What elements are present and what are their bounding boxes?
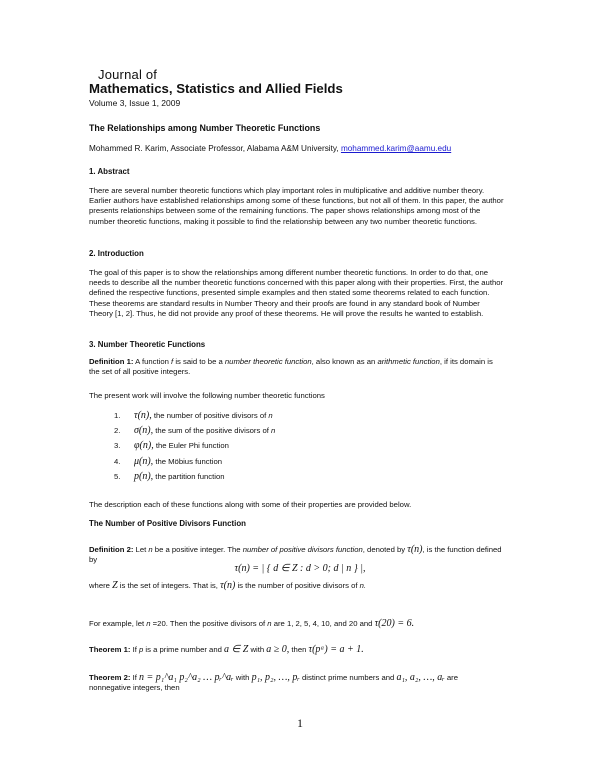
page-number: 1 bbox=[297, 716, 303, 730]
list-item: 3. φ(n), the Euler Phi function bbox=[114, 440, 229, 452]
theorem-2: Theorem 2: If n = p₁^a₁ p₂^a₂ … pᵣ^aᵣ with p₁, p₂, …, pᵣ distinct prime numbers and a₁, a₂, …, aᵣ are nonnegative integers, then bbox=[89, 672, 459, 693]
author-email-link[interactable]: mohammed.karim@aamu.edu bbox=[340, 144, 452, 153]
abstract-text: There are several number theoretic functions which play important roles in multiplicative and additive number theory. Earlier authors have established relationships among some of these functions, but not all of them. In this paper, the author presents relationships between some of the remaining functions. The paper shows relationships among most of the number theoretic functions, making it possible to find the relationship between any two number theoretic functions. bbox=[89, 186, 504, 226]
journal-volume: Volume 3, Issue 1, 2009 bbox=[89, 98, 181, 108]
introduction-heading: 2. Introduction bbox=[89, 249, 144, 258]
function-list bbox=[114, 408, 275, 484]
abstract-heading: 1. Abstract bbox=[89, 167, 130, 176]
list-item: 5. p(n), the partition function bbox=[114, 470, 225, 482]
section3-heading: 3. Number Theoretic Functions bbox=[89, 340, 206, 349]
introduction-text: The goal of this paper is to show the relationships among different number theoretic functions. In order to do that, one needs to describe all the number theoretic functions concerned with this paper along with their properties. First, the author defined the respective functions, presented simple examples and then stated some theorems related to each function. These theorems are standard results in Number Theory and their proofs are found in any standard book of Number Theory [1, 2]. Thus, he did not provide any proof of these theorems. He will prove the results he wanted to establish. bbox=[89, 268, 504, 318]
list-item: 2. σ(n), the sum of the positive divisors of n bbox=[114, 425, 276, 437]
author-text: Mohammed R. Karim, Associate Professor, Alabama A&M University, bbox=[89, 144, 341, 153]
list-item: 4. μ(n), the Möbius function bbox=[114, 455, 222, 467]
divisors-heading: The Number of Positive Divisors Function bbox=[89, 519, 246, 528]
journal-of-line: Journal of bbox=[98, 67, 158, 82]
description-text: The description each of these functions along with some of their properties are provided below. bbox=[89, 500, 412, 509]
where-text: where Z is the set of integers. That is, τ(n) is the number of positive divisors of n. bbox=[89, 580, 367, 591]
present-work-text: The present work will involve the following number theoretic functions bbox=[89, 391, 325, 400]
author-line bbox=[89, 144, 451, 154]
example-text: For example, let n =20. Then the positive divisors of n are 1, 2, 5, 4, 10, and 20 and τ(20) = 6. bbox=[89, 618, 415, 629]
journal-title: Mathematics, Statistics and Allied Fields bbox=[89, 81, 343, 96]
tau-definition-equation: τ(n) = | { d ∈ Z : d > 0; d | n } |, bbox=[234, 563, 366, 574]
definition-1: Definition 1: A function f is said to be a number theoretic function, also known as an arithmetic function, if its domain is the set of all positive integers. bbox=[89, 357, 493, 377]
theorem-1: Theorem 1: If p is a prime number and a ∈ Z with a ≥ 0, then τ(pᵃ) = a + 1. bbox=[89, 644, 364, 655]
definition-2: Definition 2: Let n be a positive integer. The number of positive divisors function, denoted by τ(n), is the function defined by bbox=[89, 544, 502, 565]
paper-title: The Relationships among Number Theoretic Functions bbox=[89, 123, 321, 133]
list-item: 1. τ(n), the number of positive divisors of n bbox=[114, 410, 273, 421]
